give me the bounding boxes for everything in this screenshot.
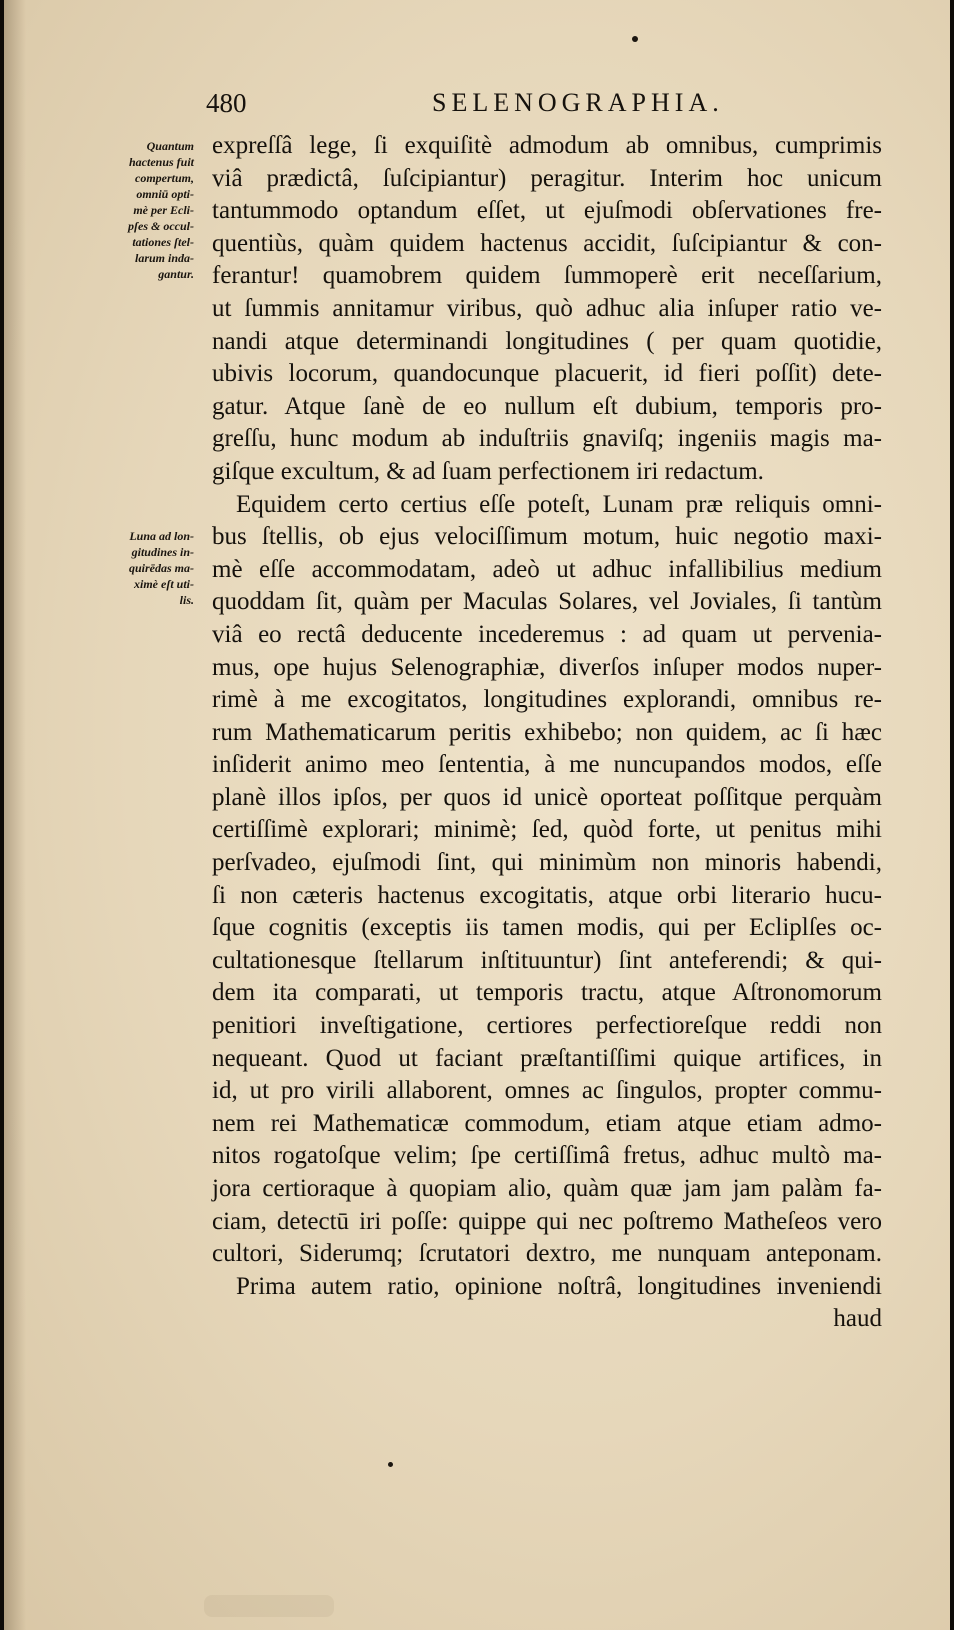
text-line: viâ eo rectâ deducente incederemus : ad quam ut pervenia-	[212, 620, 882, 648]
margin-note-luna	[108, 528, 194, 608]
margin-note-line: lis.	[179, 593, 194, 607]
margin-note-line: omniū opti-	[136, 187, 194, 201]
margin-note-line: larum inda-	[134, 251, 194, 265]
ink-dot-bottom	[388, 1462, 393, 1467]
text-line: inſiderit animo meo ſententia, à me nuncupandos modos, eſſe	[212, 751, 882, 779]
text-line: quentiùs, quàm quidem hactenus accidit, ſuſcipiantur & con-	[212, 229, 882, 257]
margin-note-line: gitudines in-	[131, 545, 194, 559]
ink-dot-top	[632, 36, 638, 42]
text-line: quoddam ſit, quàm per Maculas Solares, vel Joviales, ſi tantùm	[212, 588, 882, 616]
text-line: rum Mathematicarum peritis exhibebo; non quidem, ac ſi hæc	[212, 718, 882, 746]
page-shadow	[4, 0, 26, 1630]
margin-note-line: pſes & occul-	[128, 219, 194, 233]
text-line: mè eſſe accommodatam, adeò ut adhuc infallibilius medium	[212, 555, 882, 583]
margin-note-line: Luna ad lon-	[129, 529, 194, 543]
margin-note-line: hactenus fuit	[128, 155, 194, 169]
page-number: 480	[206, 88, 247, 118]
margin-note-line: ximè eſt uti-	[134, 577, 194, 591]
margin-note-eclipses	[108, 138, 194, 282]
margin-note-line: quirēdas ma-	[128, 561, 194, 575]
text-line: perſvadeo, ejuſmodi ſint, qui minimùm non minoris habendi,	[212, 849, 882, 877]
text-line: gatur. Atque ſanè de eo nullum eſt dubium, temporis pro-	[212, 392, 882, 420]
margin-note-line: mè per Ecli-	[133, 203, 194, 217]
text-line: ut ſummis annitamur viribus, quò adhuc alia inſuper ratio ve-	[212, 294, 882, 322]
text-line: ſque cognitis (exceptis iis tamen modis, qui per Ecliplſes oc-	[212, 914, 882, 942]
text-line: ubivis locorum, quandocunque placuerit, id fieri poſſit) dete-	[212, 360, 882, 388]
text-line: nandi atque determinandi longitudines ( per quam quotidie,	[212, 327, 882, 355]
text-line: ſi non cæteris hactenus excogitatis, atque orbi literario hucu-	[212, 881, 882, 909]
text-line: giſque excultum, & ad ſuam perfectionem iri redactum.	[212, 457, 764, 485]
text-line: cultori, Siderumq; ſcrutatori dextro, me nunquam anteponam.	[212, 1240, 882, 1268]
bleed-through-smudge	[204, 1595, 334, 1617]
running-title: SELENOGRAPHIA.	[432, 88, 724, 117]
text-line: planè illos ipſos, per quos id unicè oporteat poſſitque perquàm	[212, 783, 882, 811]
text-line: id, ut pro virili allaborent, omnes ac ſingulos, propter commu-	[212, 1077, 882, 1105]
text-line: rimè à me excogitatos, longitudines explorandi, omnibus re-	[212, 686, 882, 714]
margin-note-line: Quantum	[146, 139, 194, 153]
text-line: bus ſtellis, ob ejus velociſſimum motum, huic negotio maxi-	[212, 523, 882, 551]
text-line: Equidem certo certius eſſe poteſt, Lunam præ reliquis omni-	[236, 490, 882, 518]
text-line: dem ita comparati, ut temporis tractu, atque Aſtronomorum	[212, 979, 882, 1007]
text-line: certiſſimè explorari; minimè; ſed, quòd forte, ut penitus mihi	[212, 816, 882, 844]
text-line: cultationesque ſtellarum inſtituuntur) ſint anteferendi; & qui-	[212, 946, 882, 974]
body-text	[212, 130, 882, 1336]
page-header	[4, 88, 950, 128]
book-page	[4, 0, 950, 1630]
text-line: greſſu, hunc modum ab induſtriis gnaviſq; ingeniis magis ma-	[212, 425, 882, 453]
text-line: Prima autem ratio, opinione noſtrâ, longitudines inveniendi	[236, 1272, 882, 1300]
text-line: ferantur! quamobrem quidem ſummoperè erit neceſſarium,	[212, 262, 882, 290]
margin-note-line: gantur.	[158, 267, 194, 281]
text-line: nitos rogatoſque velim; ſpe certiſſimâ fretus, adhuc multò ma-	[212, 1142, 882, 1170]
text-line: tantummodo optandum eſſet, ut ejuſmodi obſervationes fre-	[212, 197, 882, 225]
text-line: nequeant. Quod ut faciant præſtantiſſimi quique artifices, in	[212, 1044, 882, 1072]
margin-note-line: tationes ſtel-	[132, 235, 194, 249]
catchword: haud	[833, 1305, 882, 1333]
margin-note-line: compertum,	[135, 171, 194, 185]
text-line: jora certioraque à quopiam alio, quàm quæ jam jam palàm fa-	[212, 1175, 882, 1202]
text-line: mus, ope hujus Selenographiæ, diverſos inſuper modos nuper-	[212, 653, 882, 681]
text-line: expreſſâ lege, ſi exquiſitè admodum ab omnibus, cumprimis	[212, 132, 882, 159]
text-line: viâ prædictâ, ſuſcipiantur) peragitur. Interim hoc unicum	[212, 164, 882, 192]
text-line: nem rei Mathematicæ commodum, etiam atque etiam admo-	[212, 1109, 882, 1137]
text-line: penitiori inveſtigatione, certiores perfectioreſque reddi non	[212, 1012, 882, 1040]
text-line: ciam, detectū iri poſſe: quippe qui nec poſtremo Matheſeos vero	[212, 1207, 882, 1235]
